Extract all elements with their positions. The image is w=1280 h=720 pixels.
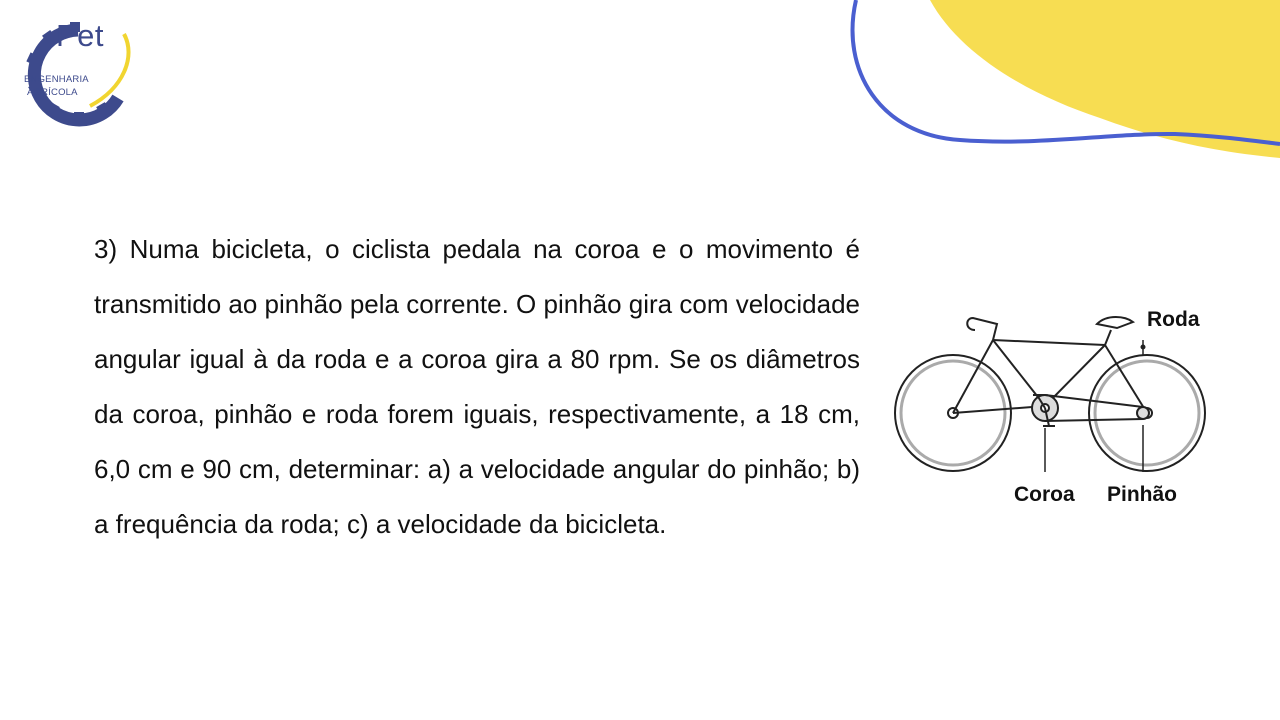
logo-line-1: ENGENHARIA (24, 74, 89, 85)
pet-logo (18, 18, 138, 128)
question-text: 3) Numa bicicleta, o ciclista pedala na coroa e o movimento é transmitido ao pinhão pela corrente. O pinhão gira com velocidade angular igual à da roda e a coroa gira a 80 rpm. Se os diâmetros da coroa, pinhão e roda forem iguais, respectivamente, a 18 cm, 6,0 cm e 90 cm, determinar: a) a velocidade angular do pinhão; b) a frequência da roda; c) a velocidade da bicicleta. (94, 234, 861, 539)
logo-line-2: AGRÍCOLA (27, 87, 78, 98)
yellow-blob (930, 0, 1280, 158)
logo-name: Pet (56, 18, 105, 53)
label-roda: Roda (1147, 308, 1200, 331)
label-coroa: Coroa (1014, 483, 1075, 506)
label-pinhao: Pinhão (1107, 483, 1178, 506)
pinhao-sprocket (1137, 407, 1149, 419)
